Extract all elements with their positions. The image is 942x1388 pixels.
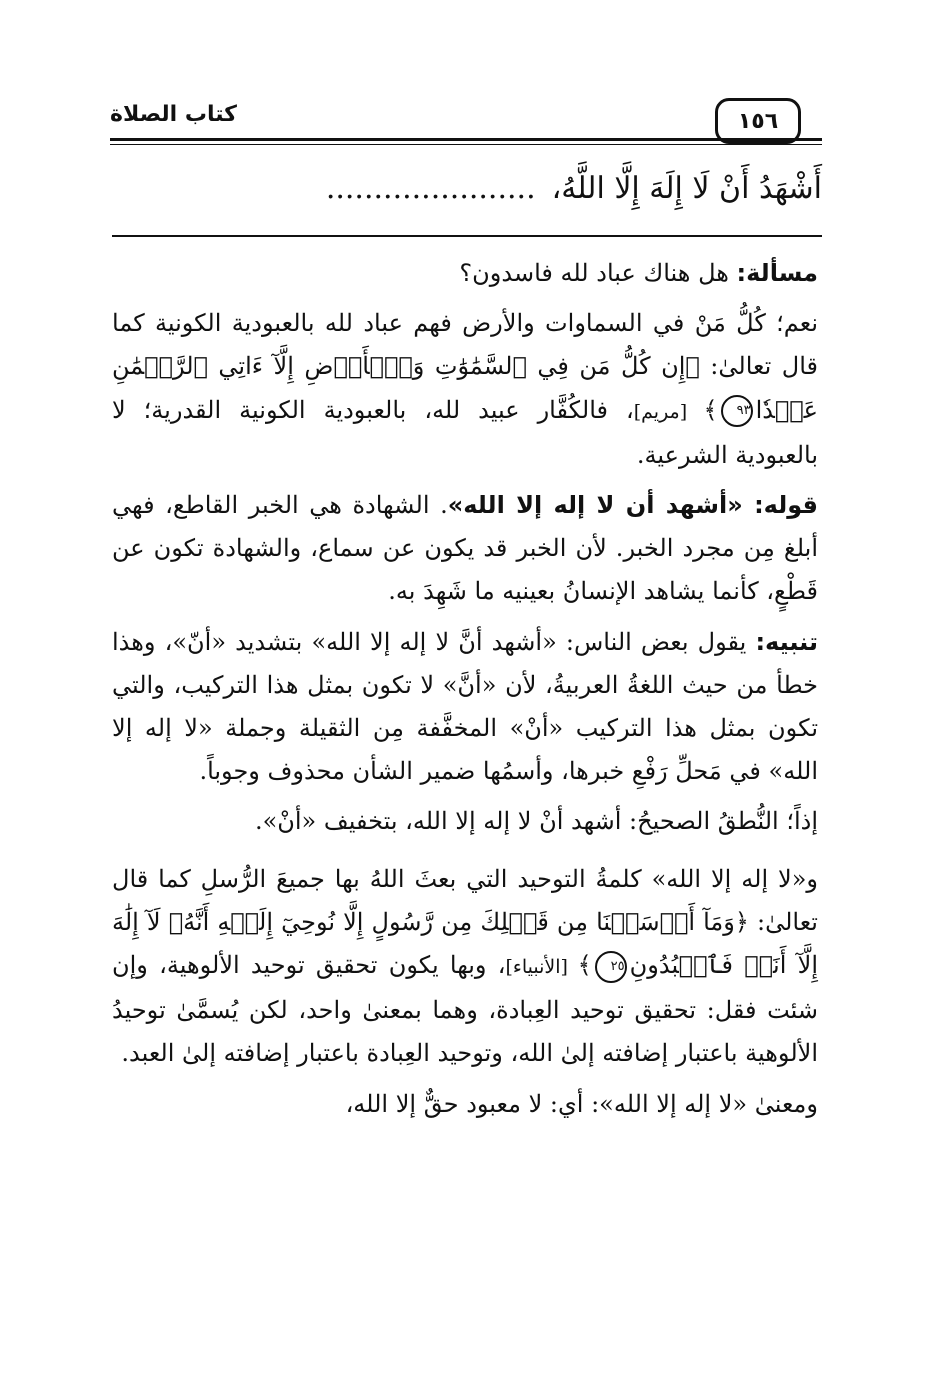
running-title: كتاب الصلاة (110, 102, 237, 127)
page-number: ١٥٦ (737, 108, 779, 134)
ayah-number-icon: ٩٣ (721, 395, 753, 427)
quran-verse: ﴿إِن كُلُّ مَن فِي ٱلسَّمَٰوَٰتِ وَٱلۡأَرۡضِ إِلَّآ ءَاتِي ٱلرَّحۡمَٰنِ عَبۡدٗا (112, 352, 818, 424)
paragraph-tawhid (112, 858, 818, 1076)
paragraph-tanbih (112, 621, 818, 794)
paragraph-text: نعم؛ كُلُّ مَنْ في السماوات والأرض فهم عباد لله بالعبودية الكونية كما قال تعالىٰ: (112, 309, 819, 381)
page-header (110, 98, 822, 150)
quran-verse-close: ﴾ (577, 951, 592, 980)
ayah-number-icon: ٢٥ (595, 951, 627, 983)
paragraph-text: ، فالكُفَّار عبيد لله، بالعبودية الكونية القدرية؛ لا بالعبودية الشرعية. (112, 395, 818, 469)
surah-reference: [الأنبياء] (505, 956, 578, 979)
header-rule-thin (110, 144, 822, 145)
lead-word: قوله: (754, 491, 818, 520)
paragraph-qawluhu (112, 484, 818, 614)
paragraph-text: ومعنىٰ «لا إله إلا الله»: أي: لا معبود حقٌّ إلا الله، (345, 1089, 818, 1118)
paragraph-ubudiyya (112, 302, 818, 477)
quoted-matn: «أشهد أن لا إله إلا الله» (447, 491, 755, 520)
lead-word: تنبيه: (755, 627, 818, 656)
lead-word: مسألة: (736, 259, 818, 287)
matn-separator-rule (112, 235, 822, 237)
matn-text: أَشْهَدُ أَنْ لَا إِلَهَ إِلَّا اللَّهُ، (551, 171, 822, 206)
matn-line (110, 166, 822, 212)
paragraph-text: ، وبها يكون تحقيق توحيد الألوهية، وإن شئت فقل: تحقيق توحيد العِبادة، وهما بمعنىٰ واحد، لكن يُسمَّىٰ توحيدُ الألوهية باعتبار إضافته إلىٰ الله، وتوحيد العِبادة باعتبار إضافته إلىٰ العبد. (112, 951, 818, 1068)
paragraph-text: . الشهادة هي الخبر القاطع، فهي أبلغ مِن مجرد الخبر. لأن الخبر قد يكون عن سماع، والشهادة تكون عن قَطْعٍ، كأنما يشاهد الإنسانُ بعينيه ما شَهِدَ به. (112, 491, 818, 606)
paragraph-text: و«لا إله إلا الله» كلمةُ التوحيد التي بعثَ اللهُ بها جميعَ الرُّسلِ كما قال تعالىٰ: (112, 864, 818, 936)
commentary-body (112, 252, 818, 1133)
paragraph-text: يقول بعض الناس: «أشهد أنَّ لا إله إلا الله» بتشديد «أنّ»، وهذا خطأ من حيث اللغةُ العربيةُ، لأن «أنَّ» لا تكون بمثل هذا التركيب، والتي تكون بمثل هذا التركيب «أنْ» المخفَّفة مِن الثقيلة وجملة «لا إله إلا الله» في مَحلِّ رَفْعِ خبرها، وأسمُها ضمير الشأن محذوف وجوباً. (112, 627, 818, 786)
paragraph-text: هل هناك عباد لله فاسدون؟ (459, 259, 737, 287)
quran-verse-close: ﴾ (703, 395, 718, 424)
quran-verse: ﴿وَمَآ أَرۡسَلۡنَا مِن قَبۡلِكَ مِن رَّسُولٍ إِلَّا نُوحِيٓ إِلَيۡهِ أَنَّهُۥ لَآ إِلَٰهَ إِلَّآ أَنَا۠ فَٱعۡبُدُونِ (112, 907, 818, 980)
paragraph-text: إذاً؛ النُّطقُ الصحيحُ: أشهد أنْ لا إله إلا الله، بتخفيف «أنْ». (254, 807, 818, 836)
paragraph-nutq (112, 800, 818, 843)
paragraph-masala (112, 252, 818, 295)
header-rule-thick (110, 138, 822, 141)
surah-reference: [مريم] (633, 400, 704, 423)
paragraph-mana (112, 1083, 818, 1126)
matn-dots: ...................... (325, 171, 536, 206)
